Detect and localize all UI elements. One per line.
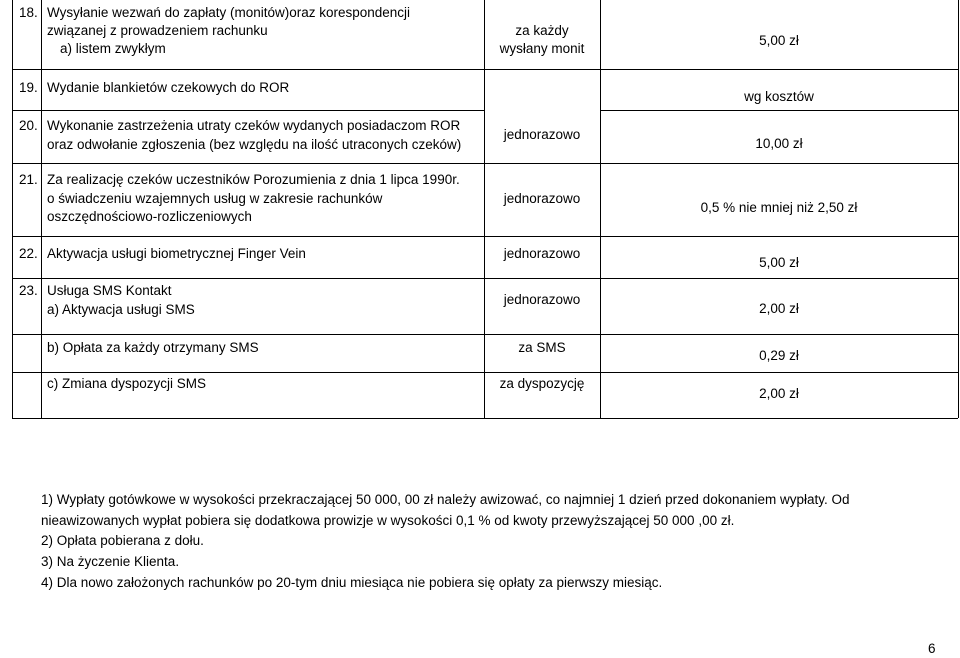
row-description: Aktywacja usługi biometrycznej Finger Vein [47, 246, 306, 261]
row-fee: 5,00 zł [759, 255, 799, 270]
row-frequency: jednorazowo [503, 246, 581, 261]
row-divider [12, 372, 958, 373]
row-divider [12, 69, 958, 70]
row-fee: 10,00 zł [755, 136, 803, 151]
row-divider [12, 278, 958, 279]
row-number: 21. [19, 172, 38, 187]
row-description: a) Aktywacja usługi SMS [47, 302, 195, 317]
row-frequency: za SMS [518, 340, 566, 355]
page-number: 6 [928, 641, 936, 656]
row-frequency: za dyspozycję [499, 376, 585, 391]
table-border-bottom [12, 418, 958, 419]
table-border-number [41, 0, 42, 418]
row-description: oszczędnościowo-rozliczeniowych [47, 209, 252, 224]
row-frequency: jednorazowo [503, 292, 581, 307]
table-border-left [12, 0, 13, 418]
row-divider [12, 236, 958, 237]
row-number: 18. [19, 5, 38, 20]
row-fee: wg kosztów [744, 89, 814, 104]
row-fee: 0,29 zł [759, 348, 799, 363]
row-frequency: za każdy [515, 23, 569, 38]
row-number: 22. [19, 246, 38, 261]
row-number: 19. [19, 80, 38, 95]
row-frequency: jednorazowo [503, 127, 581, 142]
row-description: Wydanie blankietów czekowych do ROR [47, 80, 290, 95]
row-description: Za realizację czeków uczestników Porozumienia z dnia 1 lipca 1990r. [47, 172, 460, 187]
row-description: oraz odwołanie zgłoszenia (bez względu na ilość utraconych czeków) [47, 137, 462, 152]
footnote: nieawizowanych wypłat pobiera się dodatkowa prowizje w wysokości 0,1 % od kwoty przewyższającej 50 000 ,00 zł. [41, 513, 735, 528]
row-description: a) listem zwykłym [60, 41, 166, 56]
footnote: 3) Na życzenie Klienta. [41, 554, 180, 569]
row-fee: 5,00 zł [759, 33, 799, 48]
row-description: Wysyłanie wezwań do zapłaty (monitów)oraz korespondencji [47, 5, 411, 20]
row-description: związanej z prowadzeniem rachunku [47, 23, 268, 38]
row-fee: 0,5 % nie mniej niż 2,50 zł [700, 200, 858, 215]
footnote: 4) Dla nowo założonych rachunków po 20-tym dniu miesiąca nie pobiera się opłaty za pierwszy miesiąc. [41, 575, 663, 590]
row-number: 20. [19, 118, 38, 133]
row-description: b) Opłata za każdy otrzymany SMS [47, 340, 259, 355]
row-description: Usługa SMS Kontakt [47, 283, 172, 298]
row-description: Wykonanie zastrzeżenia utraty czeków wydanych posiadaczom ROR [47, 118, 461, 133]
row-divider [12, 163, 958, 164]
footnote: 1) Wypłaty gotówkowe w wysokości przekraczającej 50 000, 00 zł należy awizować, co najmniej 1 dzień przed dokonaniem wypłaty. Od [41, 492, 850, 507]
row-fee: 2,00 zł [759, 386, 799, 401]
row-frequency: wysłany monit [499, 41, 585, 56]
table-border-right [958, 0, 959, 418]
row-divider [12, 334, 958, 335]
row-description: o świadczeniu wzajemnych usług w zakresie rachunków [47, 191, 383, 206]
row-number: 23. [19, 283, 38, 298]
row-description: c) Zmiana dyspozycji SMS [47, 376, 207, 391]
row-divider [12, 110, 485, 111]
row-frequency: jednorazowo [503, 191, 581, 206]
row-fee: 2,00 zł [759, 301, 799, 316]
footnote: 2) Opłata pobierana z dołu. [41, 533, 204, 548]
row-divider [600, 110, 958, 111]
